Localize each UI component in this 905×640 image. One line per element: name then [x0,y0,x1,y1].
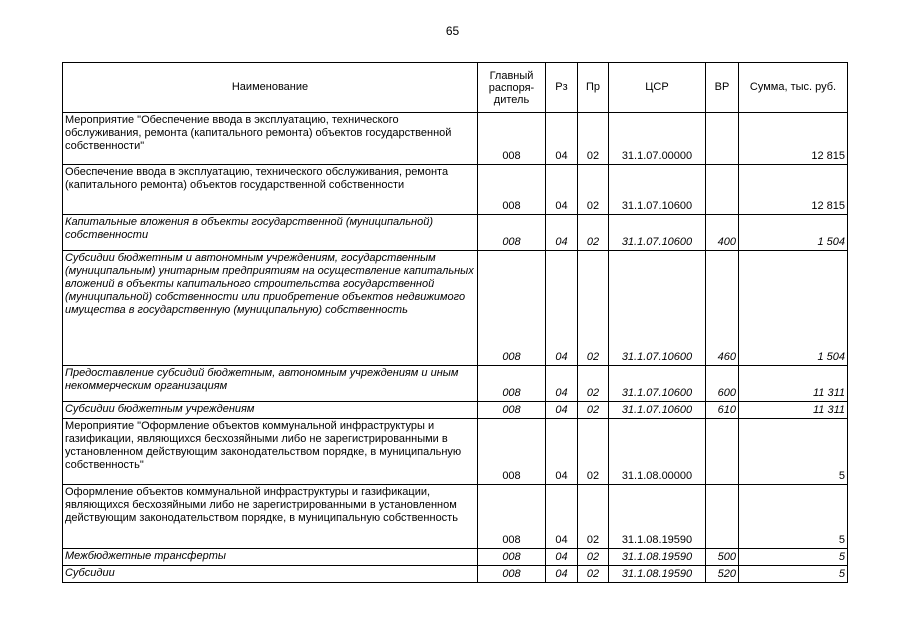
row-vr [706,485,739,549]
row-sum: 12 815 [739,165,848,215]
row-csr: 31.1.08.19590 [609,549,706,566]
row-pr: 02 [578,113,609,165]
row-pr: 02 [578,566,609,583]
row-vr: 500 [706,549,739,566]
table-row [63,165,848,215]
row-rz: 04 [546,165,578,215]
row-name: Субсидии бюджетным учреждениям [63,402,478,419]
row-csr: 31.1.07.10600 [609,215,706,251]
table-row [63,566,848,583]
row-glav: 008 [478,566,546,583]
row-rz: 04 [546,215,578,251]
row-rz: 04 [546,113,578,165]
row-sum: 1 504 [739,251,848,366]
row-sum: 12 815 [739,113,848,165]
row-pr: 02 [578,165,609,215]
row-csr: 31.1.08.00000 [609,419,706,485]
row-glav: 008 [478,549,546,566]
row-csr: 31.1.07.00000 [609,113,706,165]
row-name: Мероприятие "Оформление объектов коммунальной инфраструктуры и газификации, являющихся бесхозяйными либо не зарегистрированными в установленном действующим законодательством порядке, в муниципальную собственность" [63,419,478,485]
row-vr: 520 [706,566,739,583]
row-vr: 460 [706,251,739,366]
row-glav: 008 [478,215,546,251]
row-sum: 5 [739,566,848,583]
table-row [63,366,848,402]
row-name: Обеспечение ввода в эксплуатацию, технического обслуживания, ремонта (капитального ремонта) объектов государственной собственности [63,165,478,215]
header-rz: Рз [546,63,578,113]
row-sum: 5 [739,419,848,485]
row-csr: 31.1.07.10600 [609,251,706,366]
row-name: Межбюджетные трансферты [63,549,478,566]
row-csr: 31.1.07.10600 [609,366,706,402]
row-rz: 04 [546,566,578,583]
header-glav: Главный распоря-дитель [478,63,546,113]
row-glav: 008 [478,485,546,549]
row-csr: 31.1.08.19590 [609,566,706,583]
table-row [63,549,848,566]
row-vr [706,165,739,215]
row-name: Мероприятие "Обеспечение ввода в эксплуатацию, технического обслуживания, ремонта (капитального ремонта) объектов государственной собственности" [63,113,478,165]
row-pr: 02 [578,215,609,251]
table-row [63,215,848,251]
row-vr: 600 [706,366,739,402]
row-sum: 5 [739,549,848,566]
header-row [63,63,848,113]
row-pr: 02 [578,419,609,485]
row-glav: 008 [478,366,546,402]
row-sum: 11 311 [739,366,848,402]
row-name: Субсидии [63,566,478,583]
header-pr: Пр [578,63,609,113]
row-csr: 31.1.07.10600 [609,165,706,215]
table-row [63,113,848,165]
row-rz: 04 [546,485,578,549]
row-name: Субсидии бюджетным и автономным учреждениям, государственным (муниципальным) унитарным предприятиям на осуществление капитальных вложений в объекты капитального строительства государственной (муниципальной) собственности или приобретение объектов недвижимого имущества в государственную (муниципальную) собственность [63,251,478,366]
table-row [63,402,848,419]
row-glav: 008 [478,113,546,165]
row-name: Капитальные вложения в объекты государственной (муниципальной) собственности [63,215,478,251]
row-glav: 008 [478,419,546,485]
row-csr: 31.1.08.19590 [609,485,706,549]
header-csr: ЦСР [609,63,706,113]
row-vr [706,419,739,485]
row-glav: 008 [478,402,546,419]
header-vr: ВР [706,63,739,113]
row-glav: 008 [478,165,546,215]
row-csr: 31.1.07.10600 [609,402,706,419]
row-pr: 02 [578,485,609,549]
page-number: 65 [445,24,460,38]
row-rz: 04 [546,402,578,419]
table-row [63,485,848,549]
row-name: Предоставление субсидий бюджетным, автономным учреждениям и иным некоммерческим организациям [63,366,478,402]
header-name: Наименование [63,63,478,113]
budget-table [62,62,848,583]
row-pr: 02 [578,251,609,366]
row-name: Оформление объектов коммунальной инфраструктуры и газификации, являющихся бесхозяйными либо не зарегистрированными в установленном действующим законодательством порядке, в муниципальную собственность [63,485,478,549]
row-pr: 02 [578,549,609,566]
header-sum: Сумма, тыс. руб. [739,63,848,113]
row-glav: 008 [478,251,546,366]
row-rz: 04 [546,549,578,566]
row-rz: 04 [546,366,578,402]
row-pr: 02 [578,366,609,402]
row-sum: 11 311 [739,402,848,419]
row-rz: 04 [546,419,578,485]
table-row [63,419,848,485]
row-vr: 610 [706,402,739,419]
row-rz: 04 [546,251,578,366]
row-sum: 5 [739,485,848,549]
row-vr [706,113,739,165]
row-pr: 02 [578,402,609,419]
row-vr: 400 [706,215,739,251]
table-row [63,251,848,366]
row-sum: 1 504 [739,215,848,251]
